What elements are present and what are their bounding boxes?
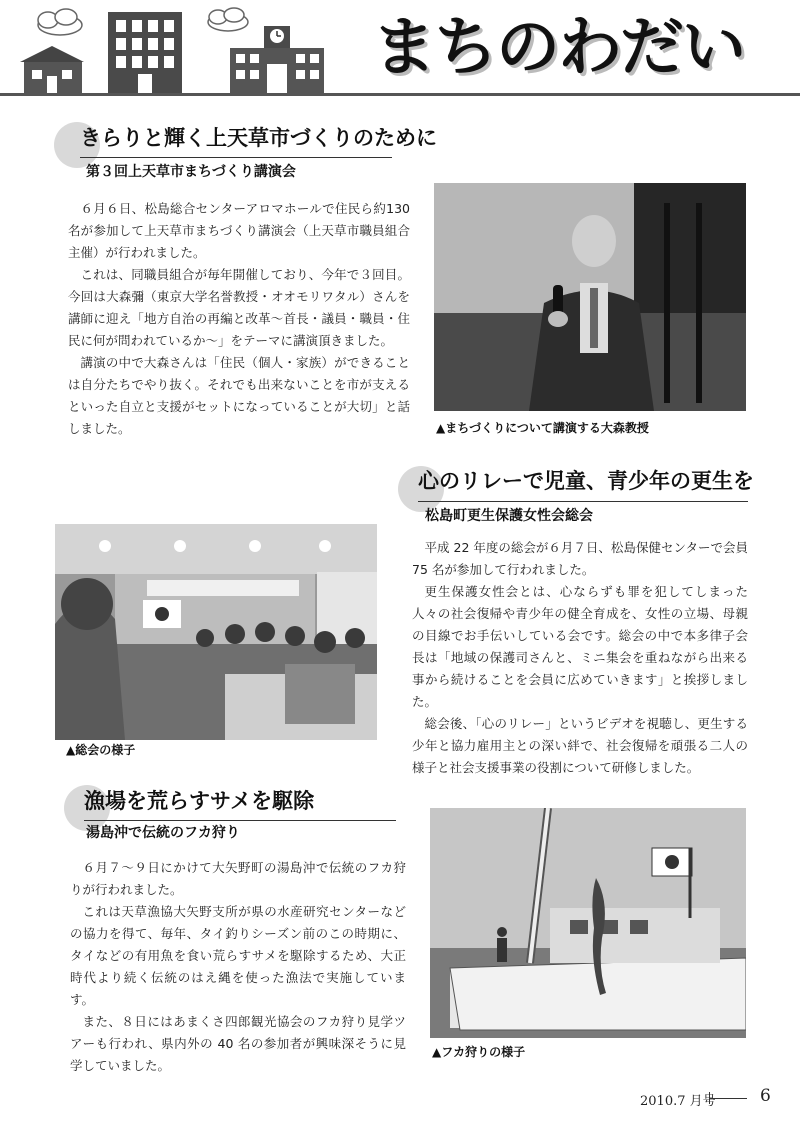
photo-lecturer [434,183,746,411]
article1-heading-rule [80,157,392,158]
article3-body [70,857,406,1077]
page-number: 6 [760,1086,771,1106]
article3-subtitle: 湯島沖で伝統のフカ狩り [86,825,240,841]
article2-paragraph: 総会後、「心のリレー」というビデオを視聴し、更生する少年と協力雇用主との深い絆で、社会復帰を頑張る二人の様子と社会支援事業の役割について研修しました。 [412,716,748,775]
footer-rule-tick [709,1092,710,1104]
article3-paragraph: ６月７～９日にかけて大矢野町の湯島沖で伝統のフカ狩りが行われました。 [70,860,406,897]
cloud-icon [38,9,82,35]
article1-paragraph: 講演の中で大森さんは「住民（個人・家族）ができることは自分たちでやり抜く。それでも出来ないことを市が支えるといった自立と支援がセットになっていることが大切」と話しました。 [68,355,410,436]
article2-heading: 心のリレーで児童、青少年の更生を [418,469,754,493]
photo-caption: ▲フカ狩りの様子 [432,1045,526,1059]
building-icon [108,12,182,94]
article3-paragraph: また、８日にはあまくさ四郎観光協会のフカ狩り見学ツアーも行われ、県内外の 40 名の参加者が興味深そうに見学していました。 [70,1014,406,1073]
article2-heading-rule [418,501,748,502]
footer-rule [709,1098,747,1099]
school-icon [230,26,324,94]
article3-paragraph: これは天草漁協大矢野支所が県の水産研究センターなどの協力を得て、毎年、タイ釣りシーズン前のこの時期に、タイなどの有用魚を食い荒らすサメを駆除するため、大正時代より続く伝統のはえ縄を使った漁法で実施しています。 [70,904,406,1007]
page-title: まちのわだい [372,11,744,85]
header-illustration [0,0,370,96]
article3-heading: 漁場を荒らすサメを駆除 [84,789,315,813]
article2-subtitle: 松島町更生保護女性会総会 [425,508,593,524]
photo-shark-hunt [430,808,746,1038]
article1-body [68,198,410,440]
article2-body [412,537,748,779]
house-icon [20,46,84,94]
article2-paragraph: 更生保護女性会とは、心ならずも罪を犯してしまった人々の社会復帰や青少年の健全育成を、女性の立場、母親の目線でお手伝いしている会です。総会の中で本多律子会長は「地域の保護司さんと、ミニ集会を重ねながら出来る事から続けることを会員に広めていきます」と挨拶しました。 [412,584,748,709]
article1-subtitle: 第３回上天草市まちづくり講演会 [86,164,296,180]
header-divider [0,93,800,96]
article1-heading: きらりと輝く上天草市づくりのために [80,126,437,150]
article2-paragraph: 平成 22 年度の総会が６月７日、松島保健センターで会員 75 名が参加して行われました。 [412,540,748,577]
issue-label: 2010.7 月号 [640,1094,716,1109]
article1-paragraph: ６月６日、松島総合センターアロマホールで住民ら約130 名が参加して上天草市まちづくり講演会（上天草市職員組合主催）が行われました。 [68,201,410,260]
article3-heading-rule [84,820,396,821]
photo-caption: ▲総会の様子 [66,743,136,757]
article1-paragraph: これは、同職員組合が毎年開催しており、今年で３回目。今回は大森彌（東京大学名誉教授・オオモリワタル）さんを講師に迎え「地方自治の再編と改革～首長・議員・職員・住民に何が問われているか～」をテーマに講演頂きました。 [68,267,410,348]
photo-caption: ▲まちづくりについて講演する大森教授 [436,421,649,435]
photo-general-meeting [55,524,377,740]
